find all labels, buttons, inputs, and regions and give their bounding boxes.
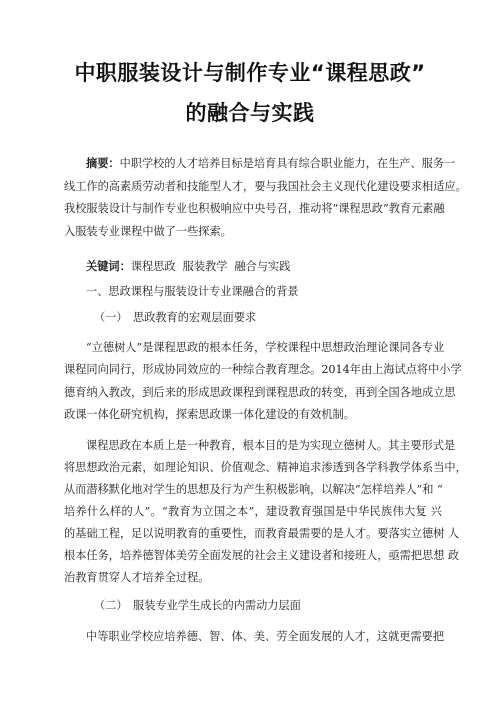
subsection-2-number: （二） bbox=[94, 599, 128, 612]
para2-line-1: 课程思政在本质上是一种教育，根本目的是为实现立德树人。其主要形式是 bbox=[86, 439, 456, 452]
abstract-line-1 bbox=[86, 157, 456, 171]
para1-line-2: 课程同向同行，形成协同效应的一种综合教育理念。2014年由上海试点将中小学 bbox=[64, 363, 462, 376]
section-heading: 一、思政课程与服装设计专业课融合的背景 bbox=[86, 285, 299, 298]
para2-line-7: 治教育贯穿人才培养全过程。 bbox=[64, 571, 210, 584]
abstract-line-2: 线工作的高素质劳动者和技能型人才，要与我国社会主义现代化建设要求相适应。 bbox=[64, 180, 467, 193]
document-title-line-2: 的融合与实践 bbox=[185, 101, 315, 125]
document-title-line-1: 中职服装设计与制作专业“课程思政” bbox=[74, 61, 426, 85]
subsection-1-number: （一） bbox=[94, 311, 128, 324]
keywords-line bbox=[86, 260, 290, 274]
abstract-text-1: 中职学校的人才培养目标是培育具有综合职业能力，在生产、服务一 bbox=[119, 157, 456, 170]
para1-line-1: “立德树人”是课程思政的根本任务，学校课程中思想政治理论课同各专业 bbox=[86, 341, 445, 354]
para1-line-4: 政课一体化研究机构，探索思政课一体化建设的有效机制。 bbox=[64, 408, 355, 421]
para2-line-5: 的基础工程，足以说明教育的重要性，而教育最需要的是人才。要落实立德树 人 bbox=[64, 527, 460, 540]
para3-line-1: 中等职业学校应培养德、智、体、美、劳全面发展的人才，这就更需要把 bbox=[86, 630, 445, 643]
para1-line-3: 德育纳入教改，到后来的形成思政课程到课程思政的转变，再到全国各地成立思 bbox=[64, 386, 456, 399]
keywords-label: 关键词： bbox=[86, 260, 131, 273]
keywords-text: 课程思政 服装教学 融合与实践 bbox=[130, 260, 291, 273]
para2-line-4: 培养什么样的人”。“教育为立国之本”，建设教育强国是中华民族伟大复 兴 bbox=[64, 505, 442, 518]
subsection-1-title: 思政教育的宏观层面要求 bbox=[133, 311, 257, 324]
abstract-line-3: 我校服装设计与制作专业也积极响应中央号召，推动将“课程思政”教育元素融 bbox=[64, 202, 445, 215]
abstract-line-4: 入服装专业课程中做了一些探索。 bbox=[64, 225, 232, 238]
para2-line-6: 根本任务，培养德智体美劳全面发展的社会主义建设者和接班人，亟需把思想 政 bbox=[64, 549, 460, 562]
para2-line-3: 从而潜移默化地对学生的思想及行为产生积极影响，以解决“怎样培养人”和 “ bbox=[64, 483, 443, 496]
para2-line-2: 将思想政治元素，如理论知识、价值观念、精神追求渗透到各学科教学体系当中， bbox=[64, 461, 467, 474]
abstract-label: 摘要： bbox=[86, 157, 120, 170]
subsection-2-title: 服装专业学生成长的内需动力层面 bbox=[133, 599, 301, 612]
